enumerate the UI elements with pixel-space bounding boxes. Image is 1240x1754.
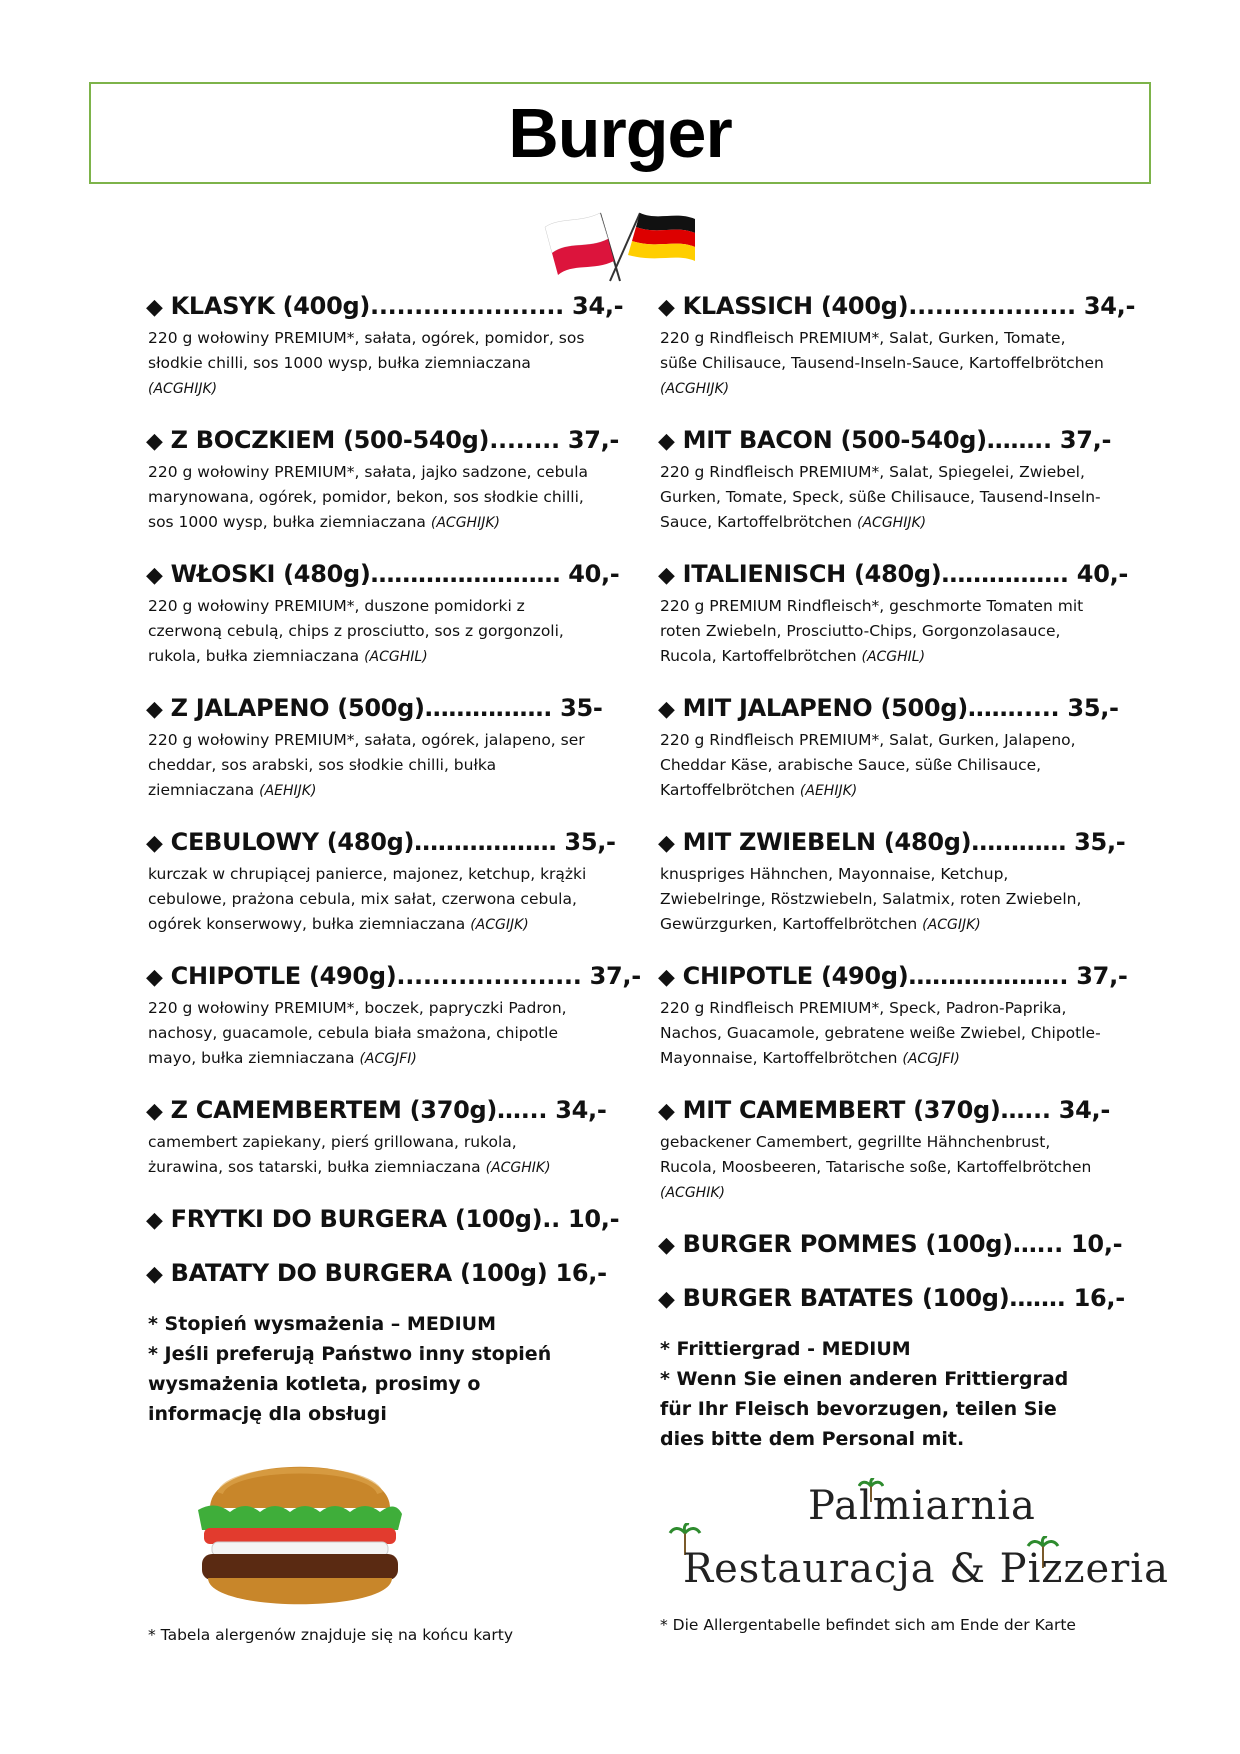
item-allergens: (ACGJFI) bbox=[902, 1051, 960, 1067]
diamond-bullet-icon: ◆ bbox=[146, 429, 163, 454]
item-allergens: (AEHIJK) bbox=[799, 783, 858, 799]
item-description: 220 g wołowiny PREMIUM*, sałata, ogórek, pomidor, sos słodkie chilli, sos 1000 wysp, bułka ziemniaczana bbox=[148, 329, 585, 372]
item-description: camembert zapiekany, pierś grillowana, rukola, żurawina, sos tatarski, bułka ziemniaczana bbox=[148, 1133, 517, 1176]
allergen-footnote: * Tabela alergenów znajduje się na końcu karty bbox=[148, 1626, 514, 1644]
burger-illustration-icon bbox=[190, 1438, 410, 1623]
item-description: 220 g wołowiny PREMIUM*, sałata, jajko sadzone, cebula marynowana, ogórek, pomidor, bekon, sos słodkie chilli, sos 1000 wysp, bułka ziemniaczana bbox=[148, 463, 589, 531]
item-name: Z CAMEMBERTEM (370g)…... 34,- bbox=[170, 1096, 607, 1124]
diamond-bullet-icon: ◆ bbox=[658, 1287, 675, 1312]
diamond-bullet-icon: ◆ bbox=[146, 295, 163, 320]
item-allergens: (ACGHIJK) bbox=[660, 381, 730, 397]
item-description: 220 g Rindfleisch PREMIUM*, Salat, Spiegelei, Zwiebel, Gurken, Tomate, Speck, süße Chilisauce, Tausend-Inseln-Sauce, Kartoffelbrötchen bbox=[660, 463, 1101, 531]
diamond-bullet-icon: ◆ bbox=[658, 429, 675, 454]
item-name: MIT CAMEMBERT (370g)…... 34,- bbox=[682, 1096, 1111, 1124]
onion bbox=[212, 1542, 388, 1556]
menu-item bbox=[146, 690, 603, 804]
diamond-bullet-icon: ◆ bbox=[146, 1208, 163, 1233]
patty bbox=[202, 1554, 398, 1580]
item-name: CHIPOTLE (490g)……………….. 37,- bbox=[682, 962, 1128, 990]
item-name: WŁOSKI (480g)…………………… 40,- bbox=[170, 560, 620, 588]
item-description: gebackener Camembert, gegrillte Hähnchenbrust, Rucola, Moosbeeren, Tatarische soße, Kartoffelbrötchen bbox=[660, 1133, 1092, 1176]
item-description: 220 g wołowiny PREMIUM*, boczek, papryczki Padron, nachosy, guacamole, cebula biała smażona, chipotle mayo, bułka ziemniaczana bbox=[148, 999, 567, 1067]
item-allergens: (ACGHIJK) bbox=[430, 515, 500, 531]
bottom-bun bbox=[208, 1578, 392, 1604]
item-allergens: (ACGHIL) bbox=[861, 649, 926, 665]
menu-item bbox=[146, 556, 620, 670]
crossed-flags-icon bbox=[540, 205, 700, 285]
item-name: Z JALAPENO (500g)……………. 35- bbox=[170, 694, 603, 722]
item-allergens: (ACGJFI) bbox=[359, 1051, 417, 1067]
menu-item bbox=[658, 958, 1128, 1072]
menu-item bbox=[146, 288, 624, 402]
doneness-note bbox=[660, 1334, 1106, 1454]
item-allergens: (ACGHIK) bbox=[660, 1185, 725, 1201]
item-name: Z BOCZKIEM (500-540g)........ 37,- bbox=[170, 426, 620, 454]
item-description: 220 g Rindfleisch PREMIUM*, Salat, Gurken, Tomate, süße Chilisauce, Tausend-Inseln-Sauce, Kartoffelbrötchen bbox=[660, 329, 1104, 372]
diamond-bullet-icon: ◆ bbox=[146, 1099, 163, 1124]
menu-item bbox=[146, 1092, 607, 1181]
menu-item bbox=[658, 690, 1119, 804]
item-description: 220 g PREMIUM Rindfleisch*, geschmorte Tomaten mit roten Zwiebeln, Prosciutto-Chips, Gorgonzolasauce, Rucola, Kartoffelbrötchen bbox=[660, 597, 1084, 665]
menu-item bbox=[658, 288, 1136, 402]
item-allergens: (AEHIJK) bbox=[259, 783, 317, 799]
doneness-note bbox=[148, 1309, 594, 1429]
diamond-bullet-icon: ◆ bbox=[146, 831, 163, 856]
diamond-bullet-icon: ◆ bbox=[658, 1233, 675, 1258]
lettuce bbox=[198, 1505, 402, 1530]
item-name: ITALIENISCH (480g)……………. 40,- bbox=[682, 560, 1129, 588]
item-allergens: (ACGHIK) bbox=[485, 1160, 551, 1176]
item-description: 220 g Rindfleisch PREMIUM*, Salat, Gurken, Jalapeno, Cheddar Käse, arabische Sauce, süße Chilisauce, Kartoffelbrötchen bbox=[660, 731, 1076, 799]
item-name: KLASSICH (400g)................... 34,- bbox=[682, 292, 1136, 320]
menu-item bbox=[146, 958, 641, 1072]
polish-column bbox=[146, 288, 641, 1429]
side-item bbox=[658, 1226, 1123, 1264]
allergen-footnote: * Die Allergentabelle befindet sich am Ende der Karte bbox=[660, 1616, 1076, 1634]
menu-item bbox=[146, 824, 616, 938]
note-line: * Stopień wysmażenia – MEDIUM bbox=[148, 1313, 496, 1335]
item-name: MIT BACON (500-540g)…….. 37,- bbox=[682, 426, 1112, 454]
diamond-bullet-icon: ◆ bbox=[658, 563, 675, 588]
menu-item bbox=[146, 422, 620, 536]
diamond-bullet-icon: ◆ bbox=[146, 965, 163, 990]
diamond-bullet-icon: ◆ bbox=[658, 295, 675, 320]
item-description: 220 g wołowiny PREMIUM*, sałata, ogórek, jalapeno, ser cheddar, sos arabski, sos słodkie chilli, bułka ziemniaczana bbox=[148, 731, 585, 799]
item-name: MIT ZWIEBELN (480g)………… 35,- bbox=[682, 828, 1126, 856]
diamond-bullet-icon: ◆ bbox=[658, 697, 675, 722]
german-column bbox=[658, 288, 1136, 1454]
item-name: CHIPOTLE (490g)..................... 37,- bbox=[170, 962, 641, 990]
item-allergens: (ACGIJK) bbox=[470, 917, 529, 933]
side-name: FRYTKI DO BURGERA (100g).. 10,- bbox=[170, 1205, 620, 1233]
menu-item bbox=[658, 422, 1112, 536]
item-description: 220 g wołowiny PREMIUM*, duszone pomidorki z czerwoną cebulą, chips z prosciutto, sos z gorgonzoli, rukola, bułka ziemniaczana bbox=[148, 597, 564, 665]
diamond-bullet-icon: ◆ bbox=[658, 831, 675, 856]
menu-item bbox=[658, 824, 1126, 938]
side-item bbox=[658, 1280, 1125, 1318]
item-description: kurczak w chrupiącej panierce, majonez, ketchup, krążki cebulowe, prażona cebula, mix sałat, czerwona cebula, ogórek konserwowy, bułka ziemniaczana bbox=[148, 865, 587, 933]
note-line: * Jeśli preferują Państwo inny stopień wysmażenia kotleta, prosimy o informację dla obsługi bbox=[148, 1343, 552, 1425]
item-name: MIT JALAPENO (500g)……..... 35,- bbox=[682, 694, 1119, 722]
side-item bbox=[146, 1201, 620, 1239]
restaurant-logo bbox=[668, 1478, 1169, 1608]
menu-item bbox=[658, 1092, 1111, 1206]
side-item bbox=[146, 1255, 607, 1293]
item-name: KLASYK (400g)...................... 34,- bbox=[170, 292, 624, 320]
item-description: 220 g Rindfleisch PREMIUM*, Speck, Padron-Paprika, Nachos, Guacamole, gebratene weiße Zwiebel, Chipotle-Mayonnaise, Kartoffelbrötchen bbox=[660, 999, 1101, 1067]
note-line: * Frittiergrad - MEDIUM bbox=[660, 1338, 911, 1360]
item-allergens: (ACGIJK) bbox=[922, 917, 981, 933]
item-allergens: (ACGHIJK) bbox=[148, 381, 218, 397]
logo-subtitle: Restauracja & Pizzeria bbox=[683, 1546, 1169, 1592]
title-box bbox=[89, 82, 1151, 184]
diamond-bullet-icon: ◆ bbox=[146, 1262, 163, 1287]
item-allergens: (ACGHIJK) bbox=[857, 515, 927, 531]
diamond-bullet-icon: ◆ bbox=[146, 563, 163, 588]
note-line: * Wenn Sie einen anderen Frittiergrad für Ihr Fleisch bevorzugen, teilen Sie dies bitte dem Personal mit. bbox=[660, 1368, 1069, 1450]
diamond-bullet-icon: ◆ bbox=[658, 965, 675, 990]
item-allergens: (ACGHIL) bbox=[364, 649, 428, 665]
diamond-bullet-icon: ◆ bbox=[658, 1099, 675, 1124]
menu-item bbox=[658, 556, 1129, 670]
side-name: BURGER POMMES (100g)…... 10,- bbox=[682, 1230, 1123, 1258]
item-description: knuspriges Hähnchen, Mayonnaise, Ketchup, Zwiebelringe, Röstzwiebeln, Salatmix, roten Zwiebeln, Gewürzgurken, Kartoffelbrötchen bbox=[660, 865, 1082, 933]
page-title: Burger bbox=[508, 94, 732, 172]
side-name: BURGER BATATES (100g)……. 16,- bbox=[682, 1284, 1125, 1312]
diamond-bullet-icon: ◆ bbox=[146, 697, 163, 722]
item-name: CEBULOWY (480g)……………… 35,- bbox=[170, 828, 616, 856]
logo-name: Palmiarnia bbox=[808, 1483, 1036, 1529]
side-name: BATATY DO BURGERA (100g) 16,- bbox=[170, 1259, 607, 1287]
